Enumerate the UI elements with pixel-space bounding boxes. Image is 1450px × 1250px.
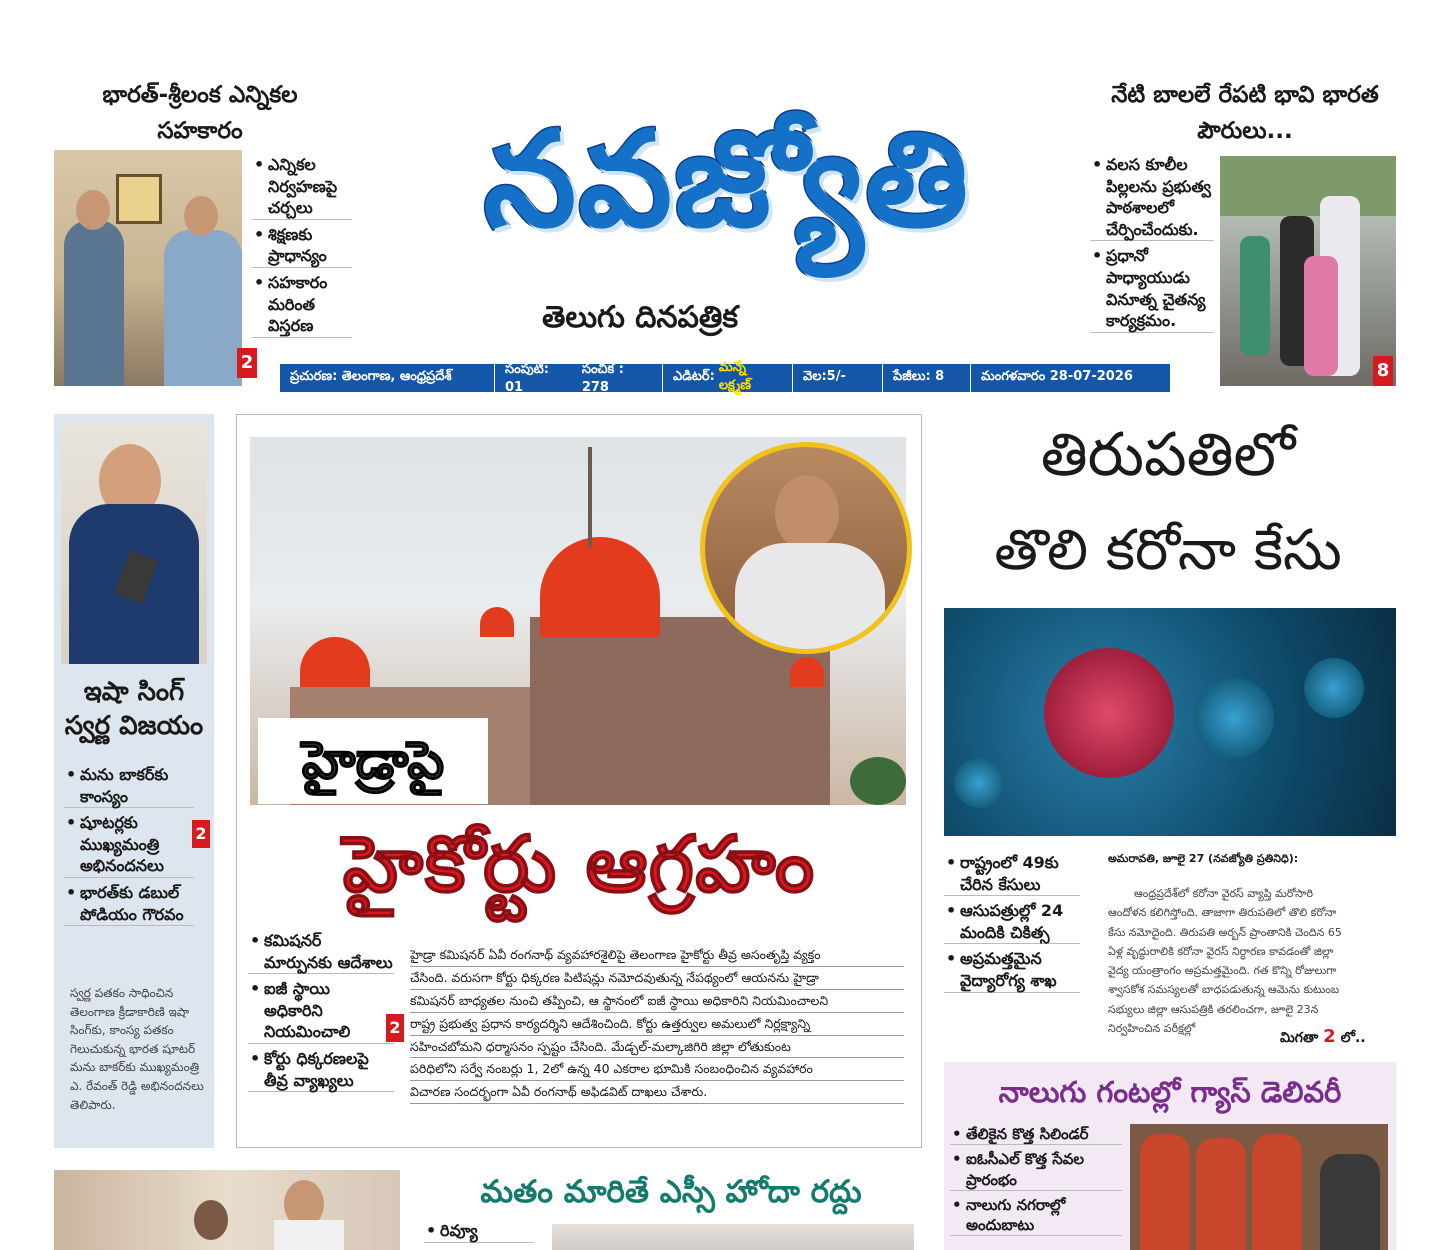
lead-headline: హైకోర్టు ఆగ్రహం xyxy=(342,820,816,910)
body-line: శ్వాసకోశ సమస్యలతో బాధపడుతున్న ఆమెను కుటుంబ xyxy=(1108,983,1340,997)
left-column-bullets xyxy=(64,764,194,930)
list-item: • తేలికైన కొత్త సిలిండర్ xyxy=(950,1124,1122,1145)
body-line: ఆంధ్రప్రదేశ్‌లో కరోనా వైరస్ వ్యాప్తి మరోసారి xyxy=(1134,887,1313,900)
body-line: నిర్వహించిన పరీక్షల్లో xyxy=(1108,1021,1196,1035)
corona-body xyxy=(1108,884,1396,1038)
corona-bullets xyxy=(944,852,1080,997)
body-line: పరిధిలోని సర్వే నంబర్లు 1, 2లో ఉన్న 40 ఎకరాల భూమికి సంబంధించిన వ్యవహారం xyxy=(410,1058,904,1081)
editor-name: మన్నే లక్ష్మణ్ xyxy=(718,360,752,393)
body-line: కమిషనర్ బాధ్యతల నుంచి తప్పించి, ఆ స్థానంలో ఐజీ స్థాయి అధికారిని నియమించాలని xyxy=(410,990,904,1013)
list-item: • షూటర్లకు ముఖ్యమంత్రి అభినందనలు xyxy=(64,812,194,878)
left-column-headline: ఇషా సింగ్ స్వర్ణ విజయం xyxy=(64,677,204,741)
gas-bullets xyxy=(950,1124,1122,1240)
top-right-bullets xyxy=(1090,154,1214,337)
lead-body xyxy=(410,944,904,1104)
body-line: విచారణ సందర్భంగా ఏవీ రంగనాథ్ అఫిడవిట్ దాఖలు చేశారు. xyxy=(410,1081,904,1104)
list-item: • భారత్‌కు డబుల్ పోడియం గౌరవం xyxy=(64,882,194,926)
masthead-title: నవజ్యోతి xyxy=(483,103,971,257)
list-item: • సహకారం మరింత విస్తరణ xyxy=(252,272,352,338)
list-item: • ఐజీ స్థాయి అధికారిని నియమించాలి xyxy=(248,978,394,1044)
top-left-bullets xyxy=(252,154,352,342)
bottom-center-photo xyxy=(552,1224,914,1250)
editor-label: ఎడిటర్: మన్నే లక్ష్మణ్ xyxy=(663,364,793,392)
continued-page: 2 xyxy=(1323,1026,1336,1047)
top-left-headline: భారత్-శ్రీలంక ఎన్నికల సహకారం xyxy=(102,82,298,144)
volume-issue: సంపుటి: 01 సంచిక : 278 xyxy=(495,364,663,392)
body-line: హైడ్రా కమిషనర్ ఏవీ రంగనాథ్ వ్యవహారశైలిపై తెలంగాణ హైకోర్టు తీవ్ర అసంతృప్తి వ్యక్తం xyxy=(410,944,904,967)
lead-kicker: హైడ్రాపై xyxy=(258,718,488,804)
date-label: మంగళవారం 28-07-2026 xyxy=(981,369,1133,384)
top-left-photo xyxy=(54,150,242,386)
list-item: • అప్రమత్తమైన వైద్యారోగ్య శాఖ xyxy=(944,948,1080,992)
list-item: • కోర్టు ధిక్కరణలపై తీవ్ర వ్యాఖ్యలు xyxy=(248,1048,394,1092)
corona-continued: మిగతా 2 లో.. xyxy=(1280,1026,1366,1047)
body-line: వైద్య యంత్రాంగం అప్రమత్తమైంది. గత కొన్ని రోజులుగా xyxy=(1108,964,1337,977)
body-line: సహించబోమని ధర్మాసనం స్పష్టం చేసింది. మేడ్చల్-మల్కాజిగిరి జిల్లా లోతుకుంట xyxy=(410,1036,904,1059)
top-right-photo xyxy=(1220,156,1396,386)
body-line: ఏళ్ల వృద్ధురాలికి కరోనా వైరస్ నిర్ధారణ కావడంతో జిల్లా xyxy=(1108,944,1334,958)
top-left-page-badge: 2 xyxy=(237,348,257,378)
body-line: రాష్ట్ర ప్రభుత్వ ప్రధాన కార్యదర్శిని ఆదేశించింది. కోర్టు ఉత్తర్వుల అమలులో నిర్లక్ష్యాన్ని xyxy=(410,1013,904,1036)
official-portrait xyxy=(700,442,912,654)
masthead-info-strip xyxy=(280,360,1170,395)
list-item: • ఆసుపత్రుల్లో 24 మందికి చికిత్స xyxy=(944,900,1080,944)
corona-headline-1: తిరుపతిలో xyxy=(1040,420,1296,490)
body-line: కేసు నమోదైంది. తిరుపతి అర్బన్ ప్రాంతానికి చెందిన 65 xyxy=(1108,925,1342,939)
list-item: • శిక్షణకు ప్రాధాన్యం xyxy=(252,224,352,268)
bottom-left-photo xyxy=(54,1170,400,1250)
corona-headline-2: తొలి కరోనా కేసు xyxy=(994,518,1342,583)
list-item: • ప్రధానో పాధ్యాయుడు వినూత్న చైతన్య కార్యక్రమం. xyxy=(1090,245,1214,332)
left-column-page-badge: 2 xyxy=(192,820,210,848)
price-label: వెల:5/- xyxy=(793,364,883,392)
list-item: • రాష్ట్రంలో 49కు చేరిన కేసులు xyxy=(944,852,1080,896)
bottom-headline: మతం మారితే ఎస్సీ హోదా రద్దు xyxy=(480,1174,862,1210)
body-line: ఆందోళన కలిగిస్తోంది. తాజాగా తిరుపతిలో తొలి కరోనా xyxy=(1108,906,1337,920)
masthead-tagline: తెలుగు దినపత్రిక xyxy=(542,300,738,335)
list-item: • మను బాకర్‌కు కాంస్యం xyxy=(64,764,194,808)
list-item: • కమిషనర్ మార్పునకు ఆదేశాలు xyxy=(248,930,394,974)
list-item: • రివ్యూ xyxy=(424,1220,534,1243)
lead-page-badge: 2 xyxy=(386,1014,404,1042)
gas-headline: నాలుగు గంటల్లో గ్యాస్ డెలివరీ xyxy=(998,1075,1342,1109)
list-item: • నాలుగు నగరాల్లో అందుబాటు xyxy=(950,1195,1122,1237)
gas-cylinders-photo xyxy=(1130,1124,1388,1250)
lead-bullets xyxy=(248,930,394,1096)
list-item: • ఐఓసీఎల్ కొత్త సేవల ప్రారంభం xyxy=(950,1149,1122,1191)
isha-singh-photo xyxy=(61,424,207,664)
list-item: • ఎన్నికల నిర్వహణపై చర్చలు xyxy=(252,154,352,220)
left-column-body: స్వర్ణ పతకం సాధించిన తెలంగాణ క్రీడాకారిణి ఇషా సింగ్‌కు, కాంస్య పతకం గెలుచుకున్న భారత షూటర్ మను బాకర్‌కు ముఖ్యమంత్రి ఎ. రేవంత్ రెడ్డి అభినందనలు తెలిపారు. xyxy=(70,986,204,1112)
pages-label: పేజీలు: 8 xyxy=(883,364,971,392)
top-right-page-badge: 8 xyxy=(1373,356,1393,386)
body-line: చేసింది. వరుసగా కోర్టు ధిక్కరణ పిటిషన్లు నమోదవుతున్న నేపథ్యంలో ఆయనను హైడ్రా xyxy=(410,967,904,990)
virus-photo xyxy=(944,608,1396,836)
corona-dateline: అమరావతి, జూలై 27 (నవజ్యోతి ప్రతినిధి): xyxy=(1108,852,1299,865)
circulation-label: ప్రచురణ: తెలంగాణ, ఆంధ్రప్రదేశ్ xyxy=(280,364,495,392)
top-right-headline: నేటి బాలలే రేపటి భావి భారత పౌరులు... xyxy=(1111,82,1379,144)
list-item: • వలస కూలీల పిల్లలను ప్రభుత్వ పాఠశాలలో చేర్పించేందుకు. xyxy=(1090,154,1214,241)
bottom-bullets xyxy=(424,1220,534,1247)
body-line: సభ్యులు జిల్లా ఆసుపత్రికి తరలించగా, జూలై 23న xyxy=(1108,1002,1319,1016)
